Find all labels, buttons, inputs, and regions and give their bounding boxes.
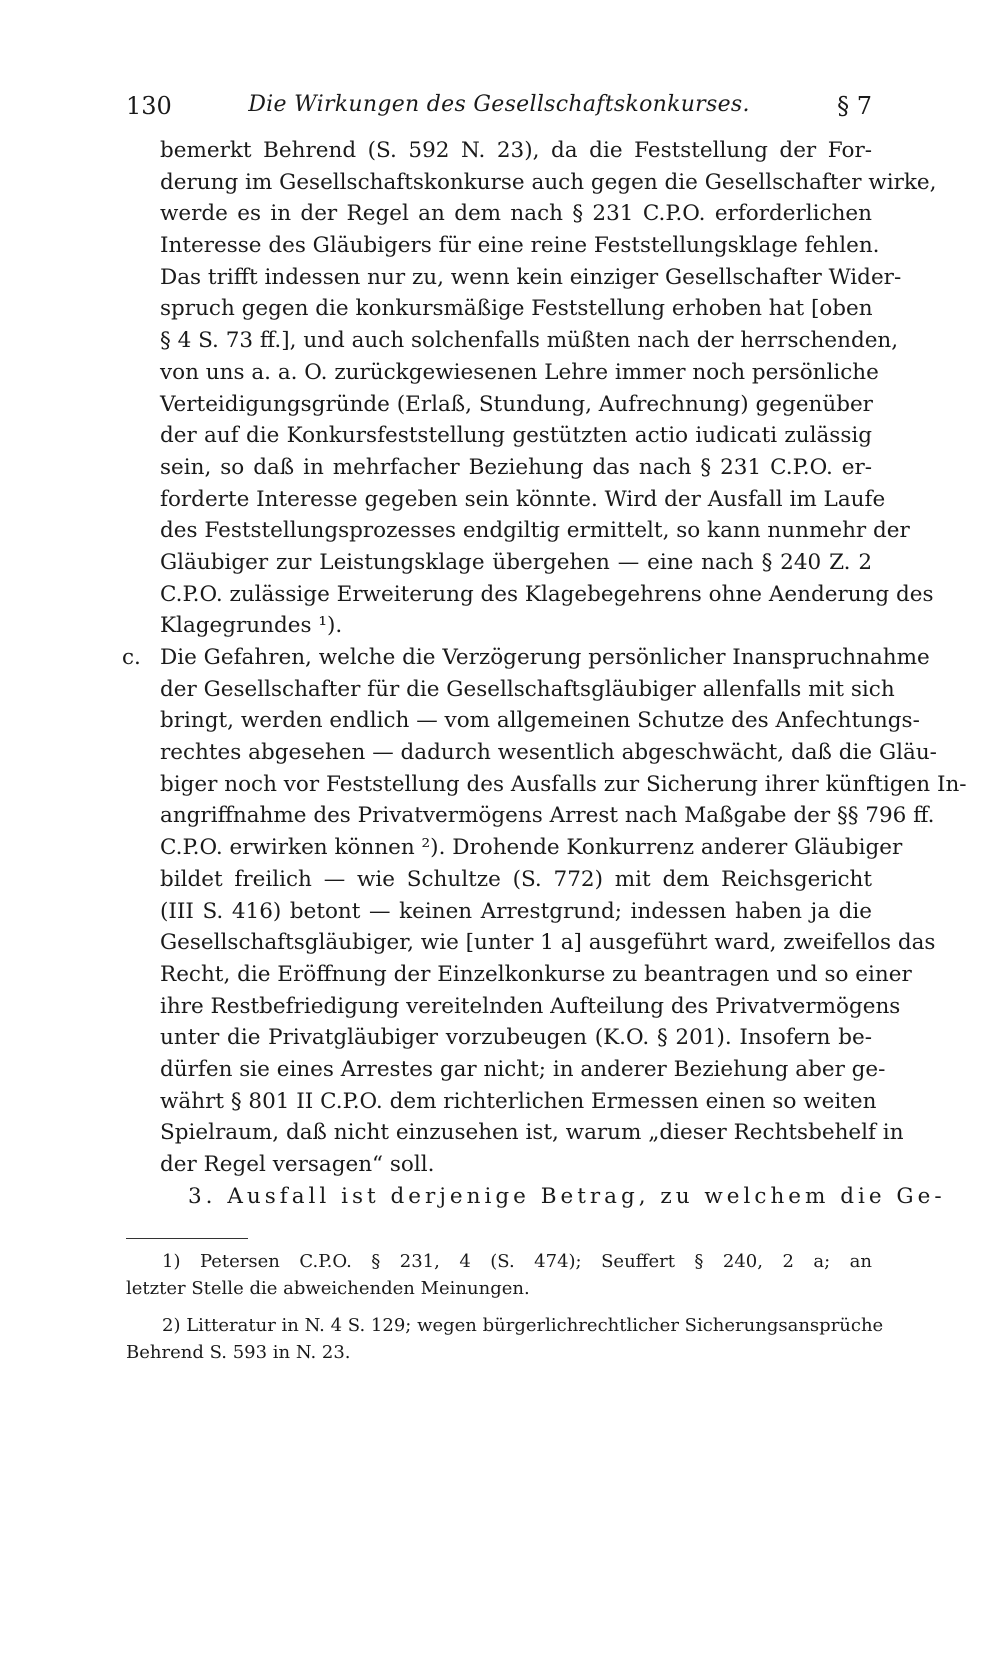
text-line: währt § 801 II C.P.O. dem richterlichen Ermessen einen so weiten — [160, 1088, 877, 1114]
page-number: 130 — [126, 92, 172, 120]
text-line: des Feststellungsprozesses endgiltig ermittelt, so kann nunmehr der — [160, 518, 910, 544]
text-line: Verteidigungsgründe (Erlaß, Stundung, Aufrechnung) gegenüber — [160, 391, 873, 417]
text-line: Interesse des Gläubigers für eine reine Feststellungsklage fehlen. — [160, 233, 880, 259]
text-line: (III S. 416) betont — keinen Arrestgrund; indessen haben ja die — [160, 898, 872, 924]
footnote-1-line: 1) Petersen C.P.O. § 231, 4 (S. 474); Seuffert § 240, 2 a; an — [162, 1251, 872, 1272]
text-line: § 4 S. 73 ff.], und auch solchenfalls müßten nach der herrschenden, — [160, 328, 899, 354]
text-line: Recht, die Eröffnung der Einzelkonkurse zu beantragen und so einer — [160, 961, 912, 987]
text-line: Die Gefahren, welche die Verzögerung persönlicher Inanspruchnahme — [160, 645, 930, 670]
text-line: bildet freilich — wie Schultze (S. 772) mit dem Reichsgericht — [160, 866, 872, 892]
text-line: werde es in der Regel an dem nach § 231 C.P.O. erforderlichen — [160, 201, 872, 227]
body-text — [122, 135, 967, 1212]
footnotes — [126, 1248, 884, 1366]
text-line: dürfen sie eines Arrestes gar nicht; in anderer Beziehung aber ge- — [160, 1056, 886, 1082]
text-line: bringt, werden endlich — vom allgemeinen Schutze des Anfechtungs- — [160, 708, 920, 734]
section-number: § 7 — [837, 92, 872, 120]
text-line: spruch gegen die konkursmäßige Feststellung erhoben hat [oben — [160, 296, 873, 322]
page-header — [126, 92, 872, 132]
text-line: ihre Restbefriedigung vereitelnden Aufteilung des Privatvermögens — [160, 993, 901, 1019]
text-line: forderte Interesse gegeben sein könnte. Wird der Ausfall im Laufe — [160, 486, 886, 512]
text-line: C.P.O. erwirken können ²). Drohende Konkurrenz anderer Gläubiger — [160, 835, 903, 861]
text-line: der Regel versagen“ soll. — [160, 1152, 435, 1177]
text-line: von uns a. a. O. zurückgewiesenen Lehre immer noch persönliche — [160, 359, 879, 385]
footnote-2-line: Behrend S. 593 in N. 23. — [126, 1342, 351, 1363]
footnote-1-line: letzter Stelle die abweichenden Meinungen. — [126, 1278, 530, 1299]
text-line: der auf die Konkursfeststellung gestützten actio iudicati zulässig — [160, 423, 872, 449]
footnote-2-line: 2) Litteratur in N. 4 S. 129; wegen bürgerlichrechtlicher Sicherungsansprüche — [162, 1315, 884, 1336]
text-line: derung im Gesellschaftskonkurse auch gegen die Gesellschafter wirke, — [160, 169, 937, 195]
text-line: rechtes abgesehen — dadurch wesentlich abgeschwächt, daß die Gläu- — [160, 740, 937, 766]
text-line: sein, so daß in mehrfacher Beziehung das nach § 231 C.P.O. er- — [160, 454, 872, 480]
paragraph-c-first-line — [122, 642, 930, 674]
text-line: Gläubiger zur Leistungsklage übergehen — eine nach § 240 Z. 2 — [160, 549, 872, 575]
text-line: C.P.O. zulässige Erweiterung des Klagebegehrens ohne Aenderung des — [160, 581, 934, 607]
list-marker-c: c. — [122, 645, 141, 670]
text-line: Das trifft indessen nur zu, wenn kein einziger Gesellschafter Wider- — [160, 264, 902, 290]
running-title: Die Wirkungen des Gesellschaftskonkurses. — [248, 92, 750, 117]
text-line: biger noch vor Feststellung des Ausfalls zur Sicherung ihrer künftigen In- — [160, 771, 967, 797]
text-line: Klagegrundes ¹). — [160, 613, 343, 639]
text-line: Gesellschaftsgläubiger, wie [unter 1 a] ausgeführt ward, zweifellos das — [160, 930, 936, 956]
text-line: unter die Privatgläubiger vorzubeugen (K.O. § 201). Insofern be- — [160, 1025, 872, 1051]
text-line: Spielraum, daß nicht einzusehen ist, warum „dieser Rechtsbehelf in — [160, 1120, 904, 1146]
text-line-section-3: 3. Ausfall ist derjenige Betrag, zu welchem die Ge- — [188, 1183, 946, 1209]
text-line: bemerkt Behrend (S. 592 N. 23), da die Feststellung der For- — [160, 138, 872, 163]
footnote-rule — [126, 1238, 248, 1239]
text-line: angriffnahme des Privatvermögens Arrest nach Maßgabe der §§ 796 ff. — [160, 803, 935, 829]
text-line: der Gesellschafter für die Gesellschaftsgläubiger allenfalls mit sich — [160, 676, 895, 702]
